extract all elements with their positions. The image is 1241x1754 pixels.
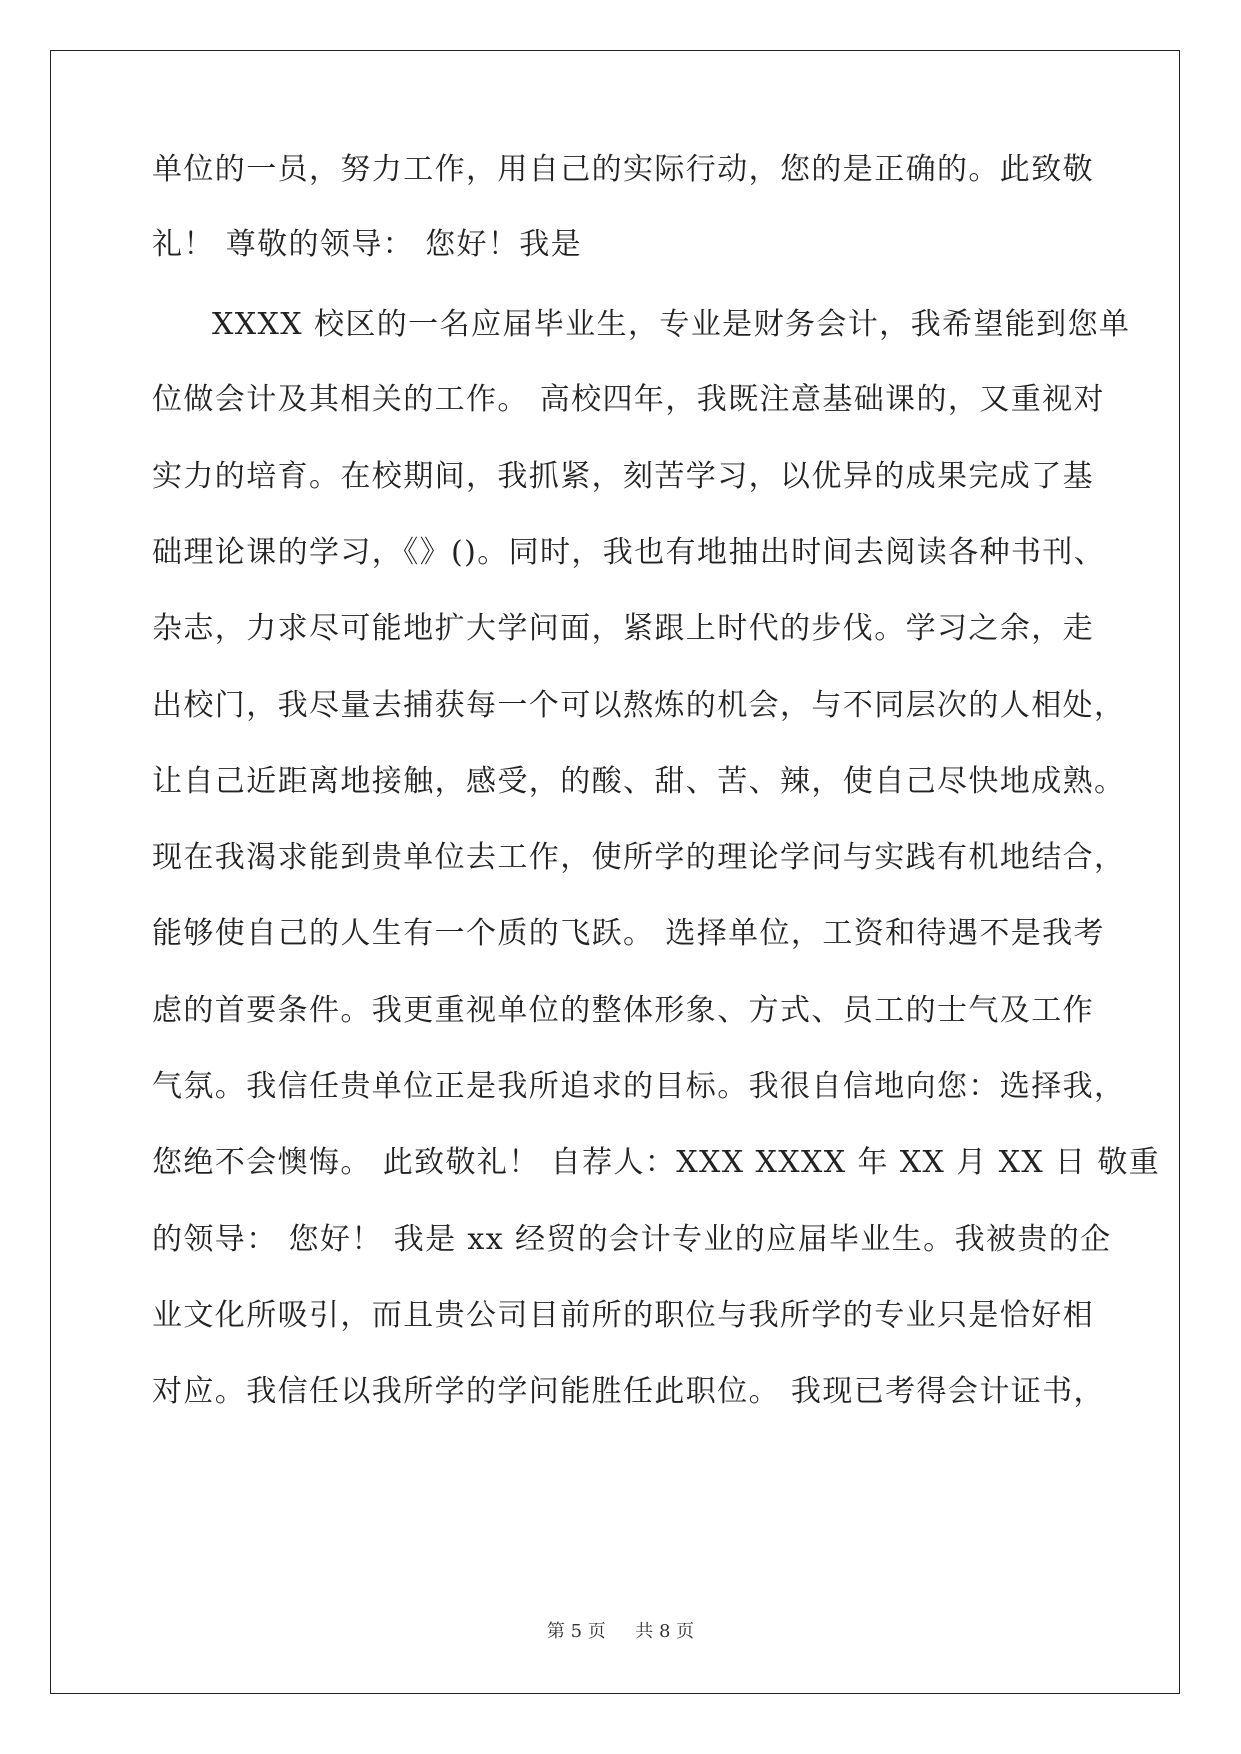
text-line: 实力的培育。在校期间，我抓紧，刻苦学习，以优异的成果完成了基	[152, 459, 1094, 494]
text-line: 位做会计及其相关的工作。 高校四年，我既注意基础课的，又重视对	[152, 382, 1105, 417]
text-line: 能够使自己的人生有一个质的飞跃。 选择单位，工资和待遇不是我考	[152, 916, 1105, 951]
text-line: 对应。我信任以我所学的学问能胜任此职位。 我现已考得会计证书，	[152, 1374, 1105, 1409]
text-line: 虑的首要条件。我更重视单位的整体形象、方式、员工的士气及工作	[152, 993, 1094, 1028]
text-line: 让自己近距离地接触，感受，的酸、甜、苦、辣，使自己尽快地成熟。	[152, 764, 1126, 799]
text-line: 现在我渴求能到贵单位去工作，使所学的理论学问与实践有机地结合，	[152, 840, 1126, 875]
page-footer	[0, 1620, 1241, 1644]
text-line: 杂志，力求尽可能地扩大学问面，紧跟上时代的步伐。学习之余，走	[152, 611, 1094, 646]
text-line: 出校门，我尽量去捕获每一个可以熬炼的机会，与不同层次的人相处，	[152, 688, 1126, 723]
text-line: 础理论课的学习，《》()。同时，我也有地抽出时间去阅读各种书刊、	[152, 535, 1106, 570]
text-line-paragraph-start: XXXX 校区的一名应届毕业生，专业是财务会计，我希望能到您单	[212, 307, 1131, 342]
text-line: 业文化所吸引，而且贵公司目前所的职位与我所学的专业只是恰好相	[152, 1298, 1094, 1333]
text-line: 您绝不会懊悔。 此致敬礼！ 自荐人：XXX XXXX 年 XX 月 XX 日 敬重	[152, 1145, 1161, 1180]
text-line: 的领导： 您好！ 我是 xx 经贸的会计专业的应届毕业生。我被贵的企	[152, 1222, 1112, 1257]
text-line: 气氛。我信任贵单位正是我所追求的目标。我很自信地向您：选择我，	[152, 1069, 1126, 1104]
page-total: 共 8 页	[635, 1621, 695, 1642]
text-line: 礼！ 尊敬的领导： 您好！我是	[152, 227, 583, 262]
text-line: 单位的一员，努力工作，用自己的实际行动，您的是正确的。此致敬	[152, 152, 1094, 187]
page-number: 第 5 页	[546, 1621, 606, 1642]
